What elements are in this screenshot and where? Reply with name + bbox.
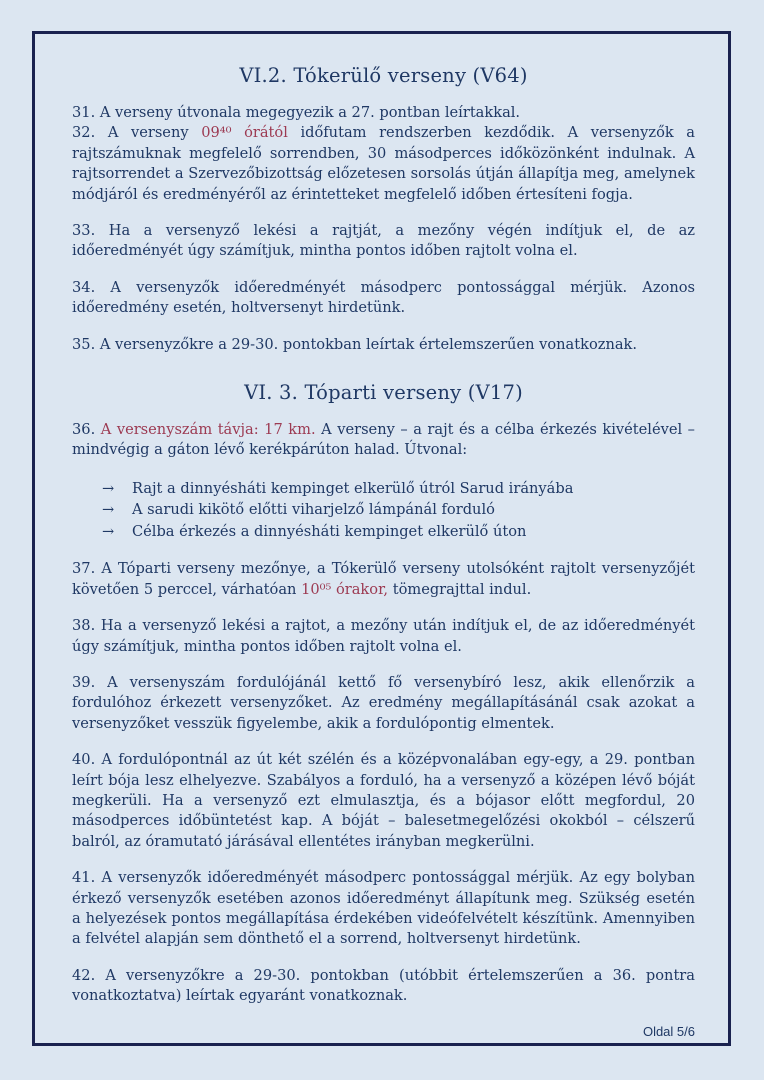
arrow-icon: → [102, 522, 115, 540]
paragraph [72, 750, 695, 852]
paragraph [72, 221, 695, 262]
bullet-text: Rajt a dinnyésháti kempinget elkerülő útról Sarud irányába [132, 479, 574, 497]
text-run: 42. A versenyzőkre a 29-30. pontokban (utóbbit értelemszerűen a 36. pontra vonatkoztatva) leírtak egyaránt vonatkoznak. [72, 966, 695, 1005]
section [72, 381, 695, 1007]
paragraph [72, 673, 695, 734]
section-heading: VI. 3. Tóparti verseny (V17) [244, 381, 523, 405]
paragraph [72, 966, 695, 1007]
bullet-item [102, 478, 695, 500]
highlight-run: 09⁴⁰ órától [201, 124, 288, 142]
text-run: 37. A Tóparti verseny mezőnye, a Tókerülő verseny utolsóként rajtolt versenyzőjét követően 5 perccel, várhatóan [72, 560, 695, 598]
section-heading: VI.2. Tókerülő verseny (V64) [239, 64, 528, 87]
text-run: 35. A versenyzőkre a 29-30. pontokban leírtak értelemszerűen vonatkoznak. [72, 335, 638, 353]
highlight-run: 10⁰⁵ órakor, [301, 580, 389, 598]
text-run: 32. A verseny [72, 124, 202, 142]
text-run: 40. A fordulópontnál az út két szélén és a középvonalában egy-egy, a 29. pontban leírt bója lesz elhelyezve. Szabályos a forduló, ha a versenyző a középen lévő bóját megkerüli. Ha a versenyző ezt elmulasztja, és a bójasor előtt megfordul, 20 másodperces időbüntetést kap. A bóját – balesetmegelőzési okokból – célszerű balról, az óramutató járásával ellentétes irányban megkerülni. [72, 751, 695, 850]
bullet-item [102, 521, 695, 543]
text-run: 31. A verseny útvonala megegyezik a 27. pontban leírtakkal. [72, 104, 521, 121]
paragraph [72, 278, 695, 319]
arrow-icon: → [102, 479, 115, 497]
page-border [32, 31, 731, 1046]
paragraph [72, 559, 695, 600]
arrow-icon: → [102, 501, 115, 519]
text-run: időfutam rendszerben kezdődik. A versenyzők a rajtszámuknak megfelelő sorrendben, 30 másodperces időközönként indulnak. A rajtsorrendet a Szervezőbizottság előzetesen sorsolás útján állapítja meg, amelynek módjáról és eredményéről az érintetteket megfelelő időben értesíteni fogja. [72, 124, 695, 203]
highlight-run: A versenyszám távja: 17 km. [100, 421, 316, 439]
bullet-item [102, 499, 695, 521]
text-run: 36. [72, 421, 101, 439]
paragraph [72, 868, 695, 950]
paragraph [72, 335, 695, 355]
paragraph [72, 420, 695, 461]
paragraph [72, 103, 695, 123]
text-run: tömegrajttal indul. [388, 580, 532, 598]
bullet-text: A sarudi kikötő előtti viharjelző lámpánál forduló [132, 501, 495, 519]
paragraph [72, 123, 695, 205]
text-run: 39. A versenyszám fordulójánál kettő fő versenybíró lesz, akik ellenőrzik a fordulóhoz érkezett versenyzőket. Az eredmény megállapításánál csak azokat a versenyzőket vesszük figyelembe, akik a fordulópontig elmentek. [72, 674, 695, 732]
paragraph [72, 616, 695, 657]
text-run: 34. A versenyzők időeredményét másodperc pontossággal mérjük. Azonos időeredmény esetén, holtversenyt hirdetünk. [72, 278, 695, 317]
section [72, 64, 695, 355]
bullet-text: Célba érkezés a dinnyésháti kempinget elkerülő úton [132, 522, 527, 540]
text-run: 33. Ha a versenyző lekési a rajtját, a mezőny végén indítjuk el, de az időeredményét úgy számítjuk, mintha pontos időben rajtolt volna el. [72, 222, 695, 260]
text-run: A verseny – a rajt és a célba érkezés kivételével – mindvégig a gáton lévő kerékpárúton halad. Útvonal: [72, 421, 695, 459]
page-number: Oldal 5/6 [642, 1024, 695, 1039]
bullet-list [72, 478, 695, 543]
document-body [35, 34, 728, 1007]
text-run: 38. Ha a versenyző lekési a rajtot, a mezőny után indítjuk el, de az időeredményét úgy számítjuk, mintha pontos időben rajtolt volna el. [72, 617, 695, 655]
text-run: 41. A versenyzők időeredményét másodperc pontossággal mérjük. Az egy bolyban érkező versenyzők esetében azonos időeredményt állapítunk meg. Szükség esetén a helyezések pontos megállapítása érdekében videófelvételt készítünk. Amennyiben a felvétel alapján sem dönthető el a sorrend, holtversenyt hirdetünk. [72, 869, 695, 948]
